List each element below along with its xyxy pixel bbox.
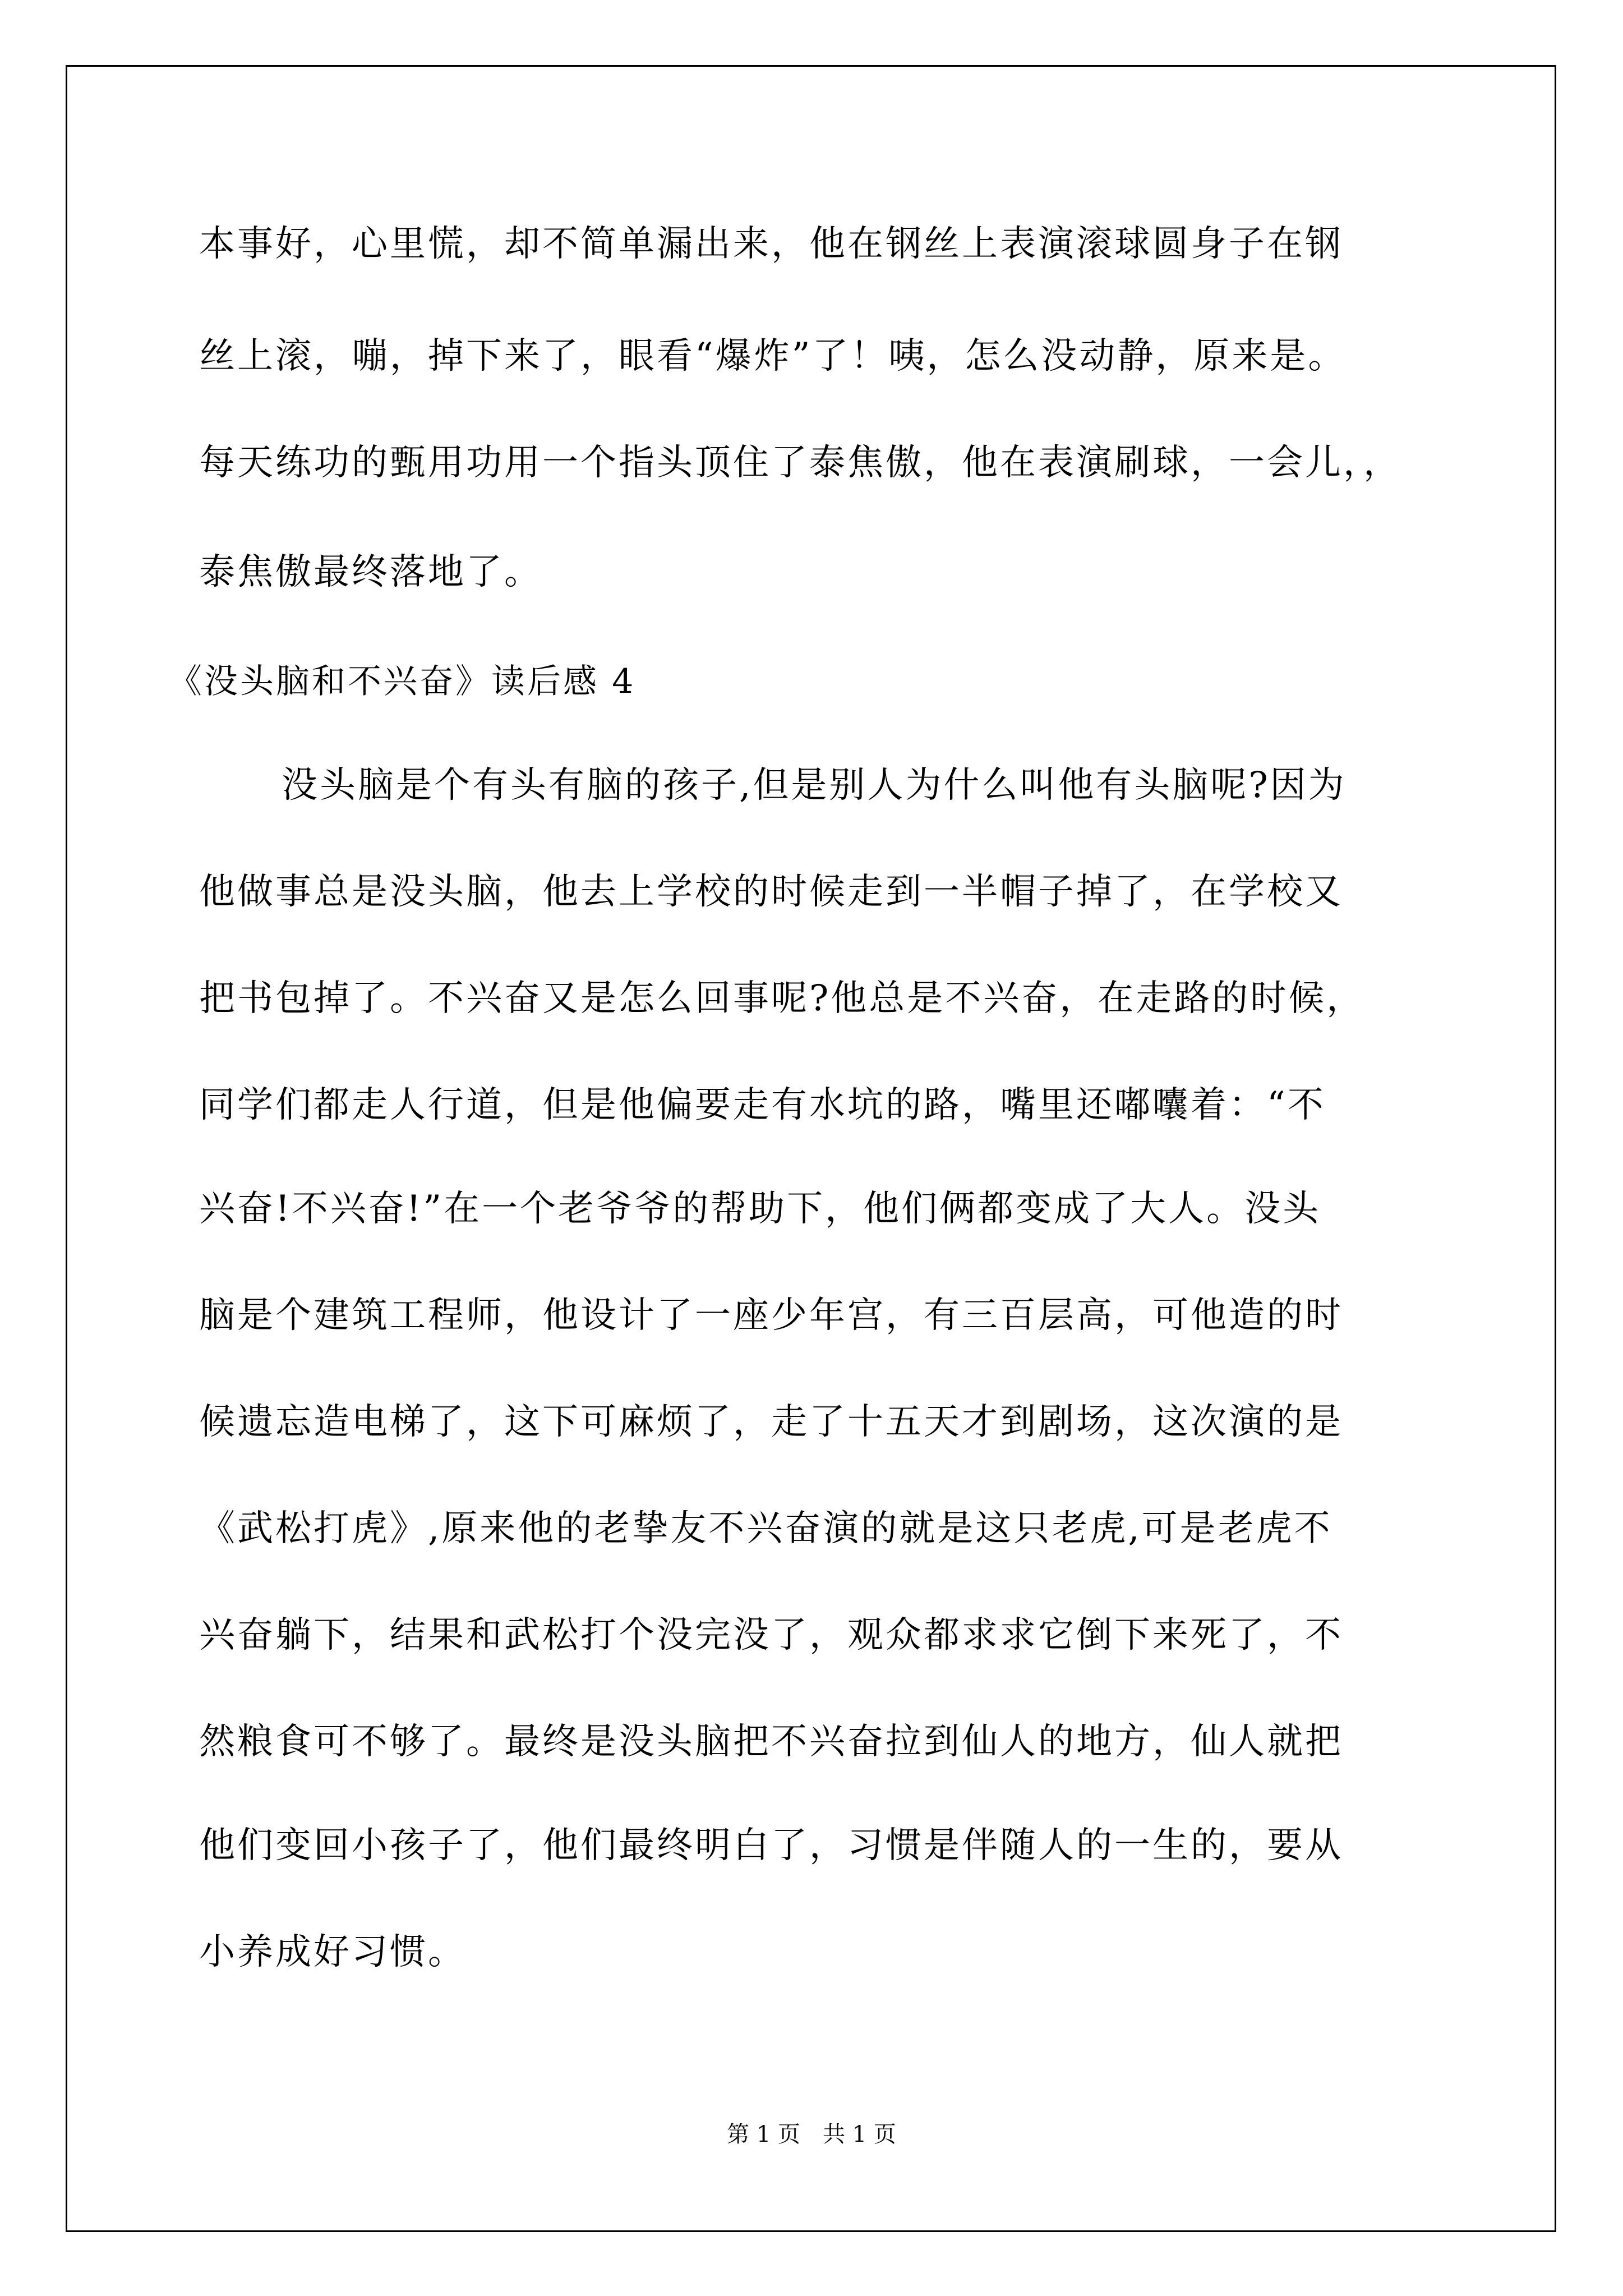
paragraph-line: 小养成好习惯。 xyxy=(199,1931,466,1973)
paragraph-line: 候遗忘造电梯了，这下可麻烦了，走了十五天才到剧场，这次演的是 xyxy=(199,1401,1343,1443)
paragraph-line: 把书包掉了。不兴奋又是怎么回事呢?他总是不兴奋，在走路的时候， xyxy=(199,978,1365,1019)
paragraph-line: 丝上滚，嘣，掉下来了，眼看“爆炸”了！咦，怎么没动静，原来是。 xyxy=(199,335,1347,377)
page-border xyxy=(66,65,1556,2232)
paragraph-line: 脑是个建筑工程师，他设计了一座少年宫，有三百层高，可他造的时 xyxy=(199,1295,1343,1336)
paragraph-line: 泰焦傲最终落地了。 xyxy=(199,551,542,593)
section-heading: 《没头脑和不兴奋》读后感 4 xyxy=(168,662,636,701)
paragraph-line: 兴奋!不兴奋!”在一个老爷爷的帮助下，他们俩都变成了大人。没头 xyxy=(199,1188,1321,1230)
paragraph-line: 同学们都走人行道，但是他偏要走有水坑的路，嘴里还嘟囔着：“不 xyxy=(199,1084,1326,1126)
paragraph-line: 没头脑是个有头有脑的孩子,但是别人为什么叫他有头脑呢?因为 xyxy=(282,765,1347,806)
paragraph-line: 《武松打虎》,原来他的老挚友不兴奋演的就是这只老虎,可是老虎不 xyxy=(199,1508,1332,1549)
paragraph-line: 然粮食可不够了。最终是没头脑把不兴奋拉到仙人的地方，仙人就把 xyxy=(199,1721,1343,1763)
paragraph-line: 每天练功的甄用功用一个指头顶住了泰焦傲，他在表演刷球，一会儿，， xyxy=(199,442,1401,484)
paragraph-line: 兴奋躺下，结果和武松打个没完没了，观众都求求它倒下来死了，不 xyxy=(199,1614,1343,1656)
page-footer: 第 1 页 共 1 页 xyxy=(727,2122,896,2147)
paragraph-line: 他们变回小孩子了，他们最终明白了，习惯是伴随人的一生的，要从 xyxy=(199,1825,1343,1866)
paragraph-line: 他做事总是没头脑，他去上学校的时候走到一半帽子掉了，在学校又 xyxy=(199,871,1343,913)
paragraph-line: 本事好，心里慌，却不简单漏出来，他在钢丝上表演滚球圆身子在钢 xyxy=(199,223,1343,265)
